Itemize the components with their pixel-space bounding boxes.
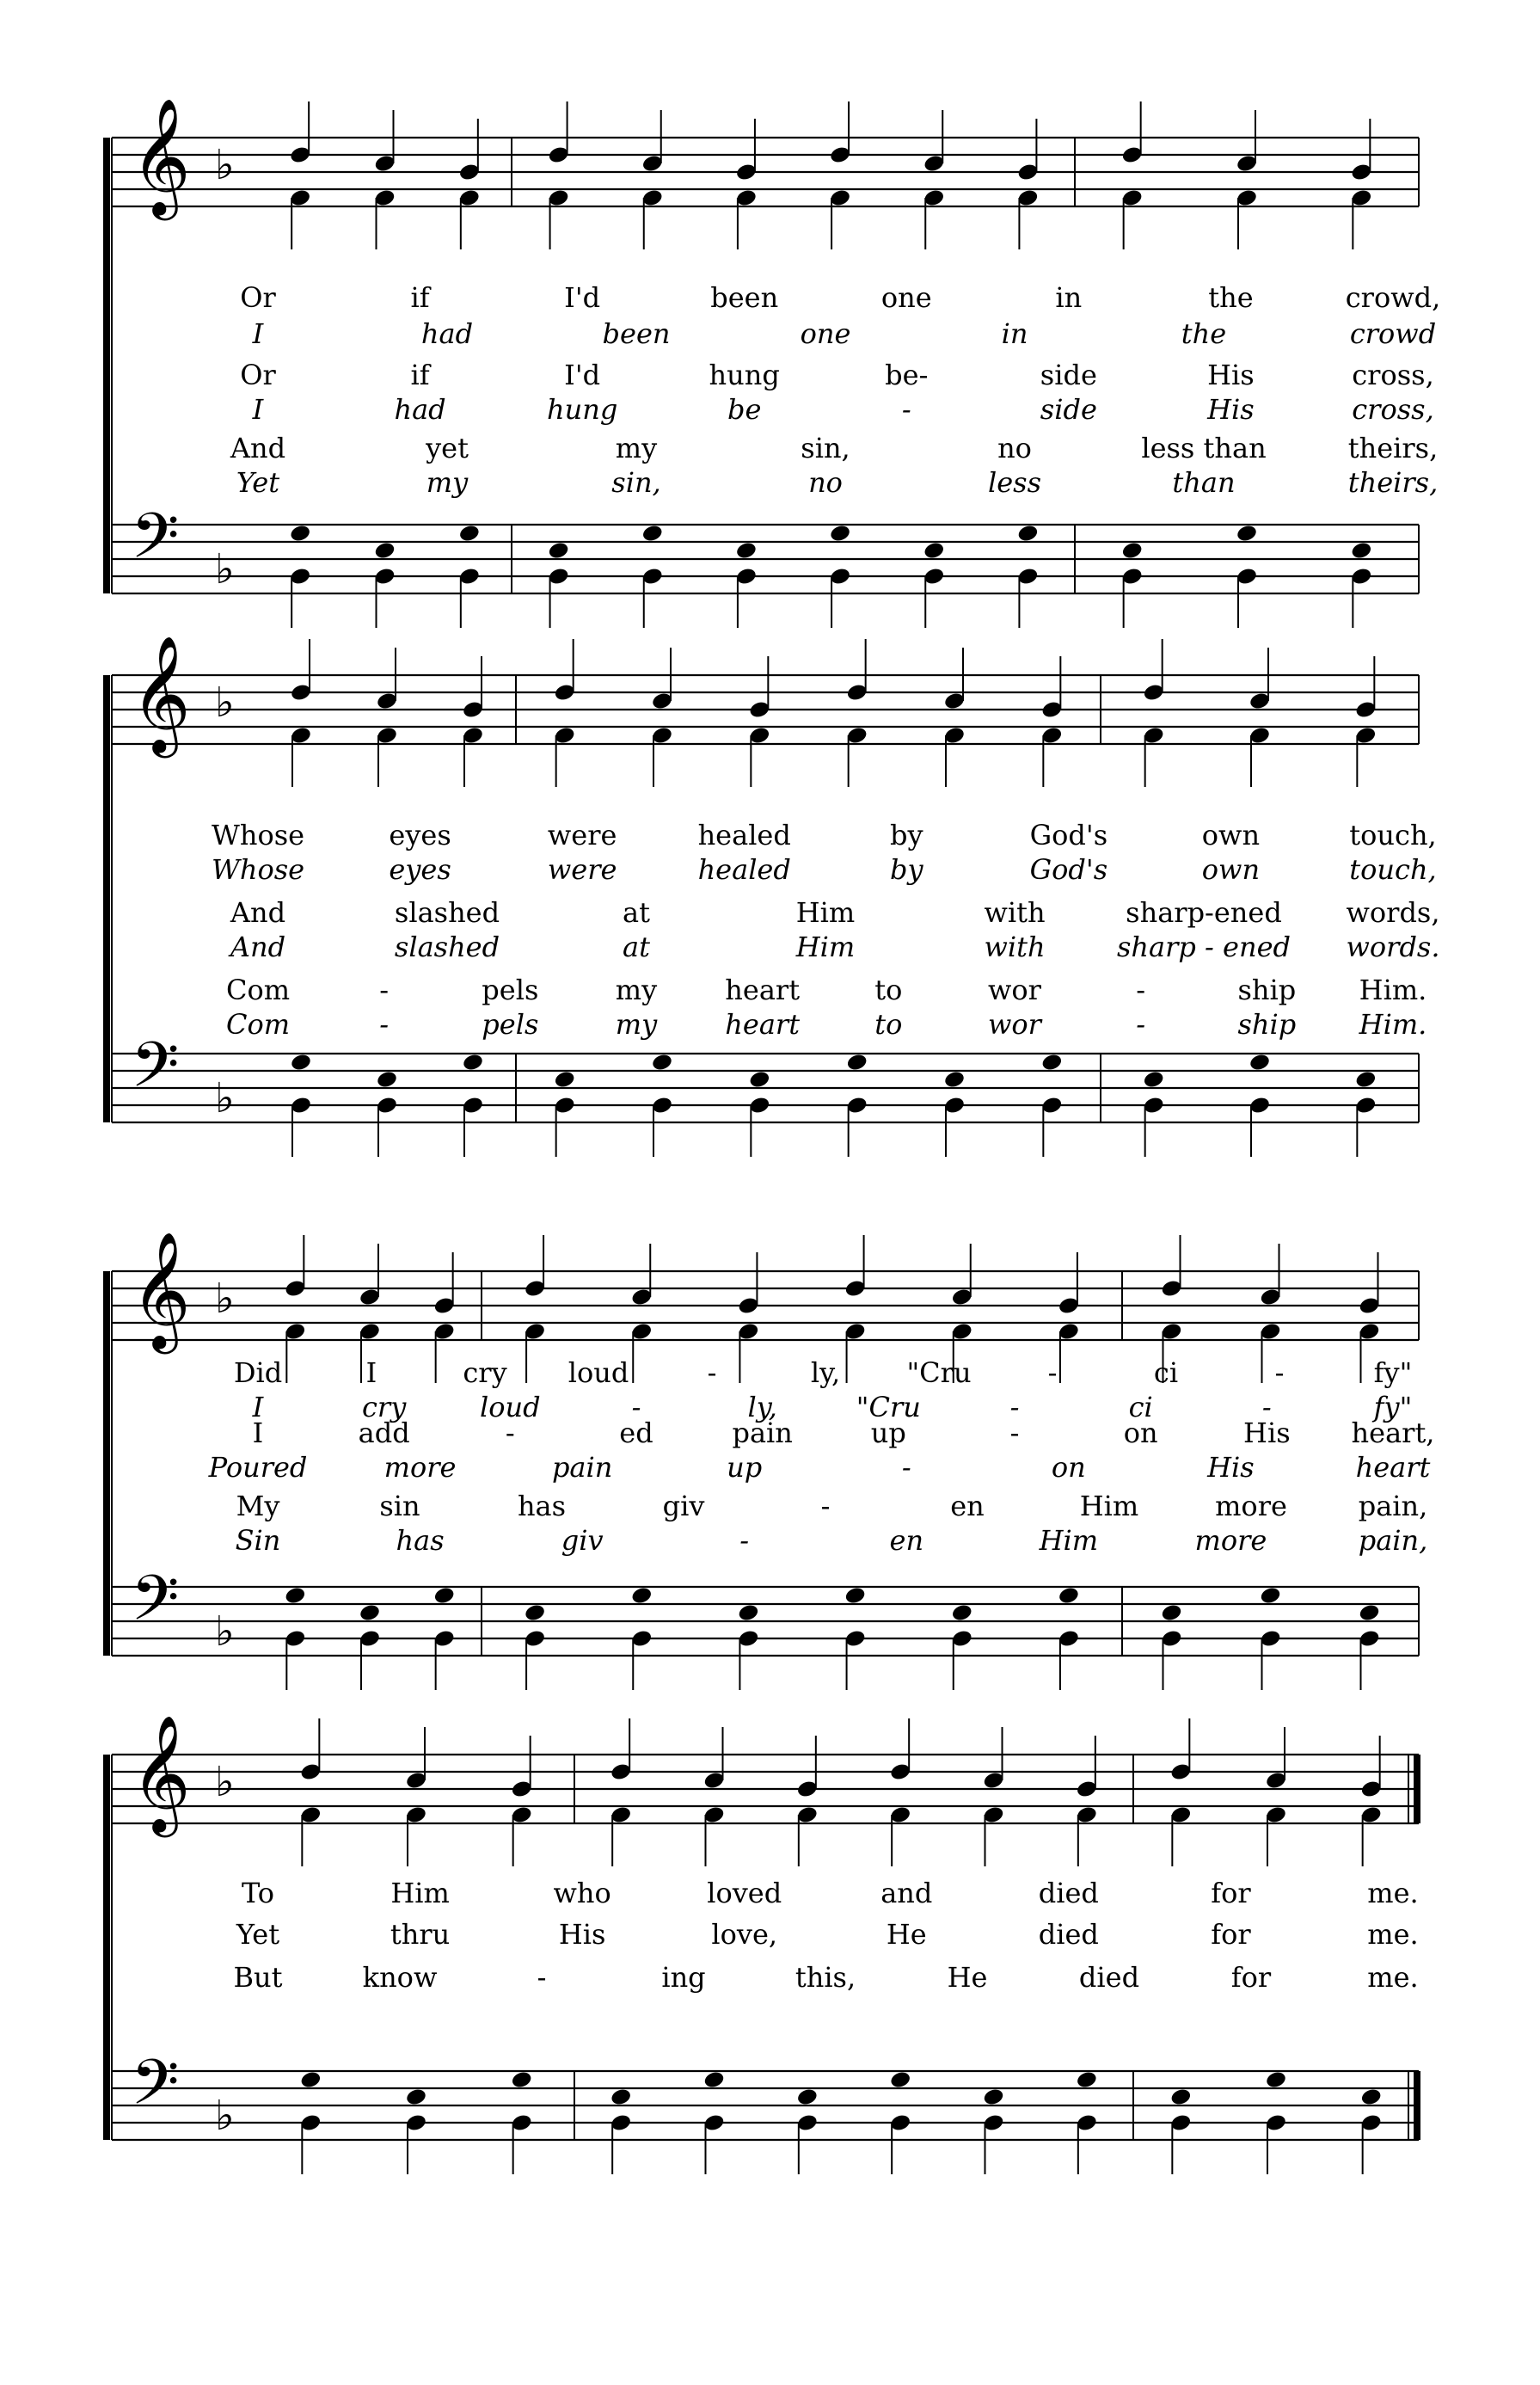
lyric-syllable: He — [947, 1961, 988, 1994]
lyric-syllable: Poured — [208, 1451, 308, 1484]
lyric-syllable: my — [615, 432, 658, 464]
lyric-syllable: - — [1261, 1391, 1272, 1423]
lyric-syllable: more — [1215, 1490, 1287, 1522]
bass-note-head — [376, 1070, 398, 1090]
lyric-syllable: - — [505, 1417, 515, 1449]
bass-note-head — [829, 524, 851, 544]
lyric-syllable: Him — [1079, 1490, 1139, 1522]
lyric-syllable: healed — [697, 853, 791, 886]
lyric-syllable: heart, — [1351, 1417, 1435, 1449]
bass-note-head — [1076, 2070, 1098, 2090]
lyric-syllable: healed — [697, 819, 791, 851]
lyric-syllable: en — [950, 1490, 985, 1522]
bass-note-head — [462, 1053, 484, 1073]
lyric-syllable: pels — [482, 974, 539, 1006]
bass-note-head — [524, 1603, 546, 1623]
lyric-syllable: by — [890, 819, 923, 851]
lyric-syllable: theirs, — [1347, 466, 1439, 499]
bass-clef-icon: 𝄢 — [131, 1561, 180, 1650]
lyric-syllable: who — [553, 1877, 611, 1909]
final-barline-thick — [1414, 1755, 1420, 1823]
lyric-syllable: Or — [240, 281, 276, 314]
lyric-syllable: died — [1038, 1918, 1099, 1951]
lyric-syllable: less than — [1141, 432, 1267, 464]
lyric-syllable: yet — [426, 432, 469, 464]
lyric-syllable: add — [358, 1417, 410, 1449]
treble-clef-icon: 𝄞 — [131, 1230, 191, 1349]
lyric-syllable: at — [623, 931, 650, 963]
lyric-syllable: fy" — [1373, 1391, 1413, 1423]
lyric-syllable: - — [707, 1356, 717, 1389]
lyric-syllable: pels — [482, 1008, 539, 1041]
lyric-syllable: And — [230, 931, 286, 963]
bass-note-head — [289, 524, 311, 544]
lyric-syllable: I — [252, 317, 264, 350]
lyric-syllable: en — [889, 1524, 924, 1557]
bass-note-head — [610, 2087, 632, 2107]
lyric-syllable: But — [233, 1961, 283, 1994]
bass-note-head — [1236, 524, 1258, 544]
bass-note-head — [511, 2070, 533, 2090]
lyric-syllable: than — [1172, 466, 1236, 499]
lyric-syllable: His — [1207, 1451, 1255, 1484]
lyric-syllable: were — [547, 853, 617, 886]
lyric-syllable: on — [1123, 1417, 1158, 1449]
lyric-syllable: Yet — [236, 466, 280, 499]
bass-note-head — [630, 1586, 653, 1606]
lyric-syllable: thru — [390, 1918, 451, 1951]
flat-icon: ♭ — [215, 141, 235, 189]
bass-clef-icon: 𝄢 — [131, 1028, 180, 1116]
bass-note-head — [299, 2070, 322, 2090]
lyric-syllable: died — [1078, 1961, 1140, 1994]
lyric-syllable: cry — [362, 1391, 407, 1423]
lyric-syllable: loud — [568, 1356, 629, 1389]
bass-note-head — [1121, 541, 1144, 561]
lyric-syllable: giv — [662, 1490, 705, 1522]
lyric-syllable: my — [426, 466, 469, 499]
system-bracket — [103, 1755, 110, 2140]
lyric-syllable: And — [230, 896, 286, 929]
bass-note-head — [284, 1586, 306, 1606]
lyric-syllable: Him — [390, 1877, 450, 1909]
lyric-syllable: God's — [1029, 853, 1108, 886]
lyric-syllable: ci — [1128, 1391, 1153, 1423]
lyric-syllable: "Cru — [906, 1356, 972, 1389]
lyric-syllable: less — [987, 466, 1042, 499]
bass-clef-icon: 𝄢 — [131, 2045, 180, 2134]
lyric-syllable: were — [547, 819, 617, 851]
lyric-syllable: up — [727, 1451, 763, 1484]
lyric-syllable: one — [880, 281, 932, 314]
lyric-syllable: pain — [732, 1417, 793, 1449]
lyric-syllable: crowd, — [1345, 281, 1441, 314]
lyric-syllable: wor — [988, 974, 1041, 1006]
lyric-syllable: and — [880, 1877, 933, 1909]
bass-note-head — [405, 2087, 427, 2107]
lyric-syllable: - — [820, 1490, 831, 1522]
lyric-syllable: Him — [795, 896, 856, 929]
bass-note-head — [1040, 1053, 1063, 1073]
lyric-syllable: ship — [1237, 1008, 1297, 1041]
bass-note-head — [554, 1070, 576, 1090]
lyric-syllable: side — [1040, 359, 1097, 391]
lyric-syllable: own — [1201, 819, 1261, 851]
lyric-syllable: by — [890, 853, 923, 886]
lyric-syllable: ci — [1153, 1356, 1179, 1389]
lyric-syllable: And — [230, 432, 286, 464]
system-bracket — [103, 138, 110, 593]
bass-note-head — [1360, 2087, 1383, 2107]
lyric-syllable: Com — [225, 1008, 291, 1041]
lyric-syllable: ly, — [747, 1391, 777, 1423]
bass-note-head — [951, 1603, 973, 1623]
treble-clef-icon: 𝄞 — [131, 1713, 191, 1832]
final-barline-thick — [1414, 2071, 1420, 2140]
lyric-syllable: cross, — [1352, 359, 1434, 391]
lyric-syllable: been — [602, 317, 671, 350]
lyric-syllable: my — [615, 1008, 658, 1041]
lyric-syllable: ly, — [810, 1356, 841, 1389]
lyric-syllable: I — [252, 393, 264, 426]
bass-note-head — [373, 541, 396, 561]
lyric-syllable: - — [1009, 1417, 1020, 1449]
lyric-syllable: - — [901, 1451, 911, 1484]
lyric-syllable: for — [1211, 1918, 1251, 1951]
lyric-syllable: eyes — [389, 853, 451, 886]
bass-note-head — [1354, 1070, 1377, 1090]
lyric-syllable: be- — [885, 359, 929, 391]
lyric-syllable: me. — [1367, 1877, 1419, 1909]
lyric-syllable: had — [394, 393, 446, 426]
lyric-syllable: crowd — [1349, 317, 1437, 350]
lyric-syllable: fy" — [1373, 1356, 1413, 1389]
bass-note-head — [1169, 2087, 1192, 2107]
lyric-syllable: in — [1001, 317, 1028, 350]
lyric-syllable: Com — [225, 974, 291, 1006]
lyric-syllable: cross, — [1352, 393, 1434, 426]
lyric-syllable: Him — [795, 931, 856, 963]
bass-note-head — [1265, 2070, 1287, 2090]
lyric-syllable: words, — [1346, 896, 1440, 929]
lyric-syllable: sin — [379, 1490, 420, 1522]
lyric-syllable: me. — [1367, 1918, 1419, 1951]
lyric-syllable: He — [886, 1918, 927, 1951]
lyric-syllable: - — [379, 974, 390, 1006]
lyric-syllable: my — [615, 974, 658, 1006]
lyric-syllable: "Cru — [856, 1391, 921, 1423]
lyric-syllable: ed — [619, 1417, 653, 1449]
lyric-syllable: be — [727, 393, 762, 426]
lyric-syllable: at — [623, 896, 650, 929]
lyric-syllable: God's — [1029, 819, 1108, 851]
lyric-syllable: love, — [711, 1918, 778, 1951]
lyric-syllable: if — [410, 359, 430, 391]
bass-note-head — [359, 1603, 381, 1623]
bass-note-head — [548, 541, 570, 561]
lyric-syllable: His — [1207, 359, 1255, 391]
lyric-syllable: been — [710, 281, 779, 314]
lyric-syllable: know — [362, 1961, 438, 1994]
lyric-syllable: I — [252, 1391, 264, 1423]
bass-note-head — [290, 1053, 312, 1073]
flat-icon: ♭ — [215, 1758, 235, 1806]
lyric-syllable: His — [558, 1918, 606, 1951]
lyric-syllable: words. — [1346, 931, 1440, 963]
bass-note-head — [433, 1586, 456, 1606]
lyric-syllable: loud — [480, 1391, 541, 1423]
lyric-syllable: the — [1208, 281, 1254, 314]
lyric-syllable: sin, — [611, 466, 661, 499]
bass-clef-icon: 𝄢 — [131, 499, 180, 587]
lyric-syllable: I'd — [564, 359, 601, 391]
flat-icon: ♭ — [215, 1074, 235, 1122]
bass-note-head — [844, 1586, 867, 1606]
lyric-syllable: heart — [1355, 1451, 1431, 1484]
lyric-syllable: hung — [709, 359, 780, 391]
lyric-syllable: To — [241, 1877, 275, 1909]
lyric-syllable: ing — [661, 1961, 706, 1994]
lyric-syllable: more — [383, 1451, 457, 1484]
lyric-syllable: with — [984, 896, 1046, 929]
lyric-syllable: My — [236, 1490, 280, 1522]
lyric-syllable: to — [874, 974, 903, 1006]
lyric-syllable: me. — [1367, 1961, 1419, 1994]
system-bracket — [103, 1271, 110, 1656]
lyric-syllable: if — [410, 281, 430, 314]
lyric-syllable: Whose — [211, 853, 305, 886]
lyric-syllable: Him — [1039, 1524, 1099, 1557]
bass-note-head — [703, 2070, 725, 2090]
lyric-syllable: hung — [546, 393, 618, 426]
lyric-syllable: to — [874, 1008, 903, 1041]
lyric-syllable: - — [901, 393, 911, 426]
bass-note-head — [651, 1053, 673, 1073]
lyric-syllable: I — [365, 1356, 377, 1389]
lyric-syllable: this, — [795, 1961, 856, 1994]
lyric-syllable: wor — [988, 1008, 1041, 1041]
treble-clef-icon: 𝄞 — [131, 634, 191, 753]
lyric-syllable: - — [379, 1008, 390, 1041]
lyric-syllable: - — [1136, 1008, 1146, 1041]
bass-note-head — [846, 1053, 868, 1073]
bass-note-head — [889, 2070, 911, 2090]
bass-note-head — [1358, 1603, 1380, 1623]
lyric-syllable: sin, — [801, 432, 850, 464]
lyric-syllable: died — [1038, 1877, 1099, 1909]
lyric-syllable: cry — [463, 1356, 507, 1389]
lyric-syllable: slashed — [394, 896, 500, 929]
lyric-syllable: pain — [551, 1451, 613, 1484]
lyric-syllable: loved — [707, 1877, 782, 1909]
lyric-syllable: in — [1055, 281, 1083, 314]
lyric-syllable: giv — [561, 1524, 604, 1557]
lyric-syllable: - — [1009, 1391, 1020, 1423]
lyric-syllable: for — [1230, 1961, 1272, 1994]
lyric-syllable: His — [1207, 393, 1255, 426]
lyric-syllable: ship — [1237, 974, 1297, 1006]
bass-note-head — [943, 1070, 966, 1090]
flat-icon: ♭ — [215, 679, 235, 727]
lyric-syllable: for — [1211, 1877, 1251, 1909]
lyric-syllable: Sin — [235, 1524, 281, 1557]
lyric-syllable: heart — [725, 1008, 801, 1041]
flat-icon: ♭ — [215, 1607, 235, 1656]
lyric-syllable: - — [1047, 1356, 1058, 1389]
lyric-syllable: had — [420, 317, 474, 350]
lyric-syllable: on — [1051, 1451, 1086, 1484]
lyric-syllable: Or — [240, 359, 276, 391]
lyric-syllable: I — [252, 1417, 264, 1449]
bass-note-head — [737, 1603, 759, 1623]
lyric-syllable: Did — [233, 1356, 283, 1389]
lyric-syllable: - — [537, 1961, 547, 1994]
lyric-syllable: His — [1243, 1417, 1291, 1449]
system-bracket — [103, 675, 110, 1122]
flat-icon: ♭ — [215, 545, 235, 593]
bass-note-head — [1016, 524, 1039, 544]
lyric-syllable: I'd — [564, 281, 601, 314]
bass-note-head — [735, 541, 758, 561]
lyric-syllable: - — [1274, 1356, 1285, 1389]
lyric-syllable: Him. — [1359, 1008, 1427, 1041]
lyric-syllable: with — [984, 931, 1046, 963]
lyric-syllable: has — [517, 1490, 567, 1522]
bass-note-head — [458, 524, 481, 544]
bass-note-head — [796, 2087, 819, 2107]
lyric-syllable: touch, — [1349, 819, 1437, 851]
flat-icon: ♭ — [215, 2092, 235, 2140]
lyric-syllable: pain, — [1358, 1524, 1428, 1557]
lyric-syllable: has — [396, 1524, 445, 1557]
lyric-syllable: more — [1194, 1524, 1267, 1557]
lyric-syllable: Whose — [211, 819, 305, 851]
lyric-syllable: - — [631, 1391, 641, 1423]
bass-note-head — [1143, 1070, 1165, 1090]
flat-icon: ♭ — [215, 1275, 235, 1323]
lyric-syllable: up — [870, 1417, 906, 1449]
lyric-syllable: sharp - ened — [1116, 931, 1292, 963]
lyric-syllable: sharp-ened — [1126, 896, 1282, 929]
lyric-syllable: slashed — [394, 931, 500, 963]
lyric-syllable: eyes — [389, 819, 451, 851]
bass-note-head — [923, 541, 945, 561]
lyric-syllable: one — [800, 317, 851, 350]
bass-note-head — [1249, 1053, 1271, 1073]
lyric-syllable: own — [1201, 853, 1261, 886]
lyric-syllable: heart — [725, 974, 801, 1006]
lyric-syllable: touch, — [1349, 853, 1437, 886]
lyric-syllable: theirs, — [1347, 432, 1439, 464]
lyric-syllable: side — [1040, 393, 1097, 426]
bass-note-head — [1350, 541, 1372, 561]
bass-note-head — [982, 2087, 1004, 2107]
lyric-syllable: no — [808, 466, 843, 499]
bass-note-head — [641, 524, 664, 544]
lyric-syllable: - — [1136, 974, 1146, 1006]
bass-note-head — [1058, 1586, 1080, 1606]
treble-clef-icon: 𝄞 — [131, 96, 191, 215]
bass-note-head — [1259, 1586, 1281, 1606]
bass-note-head — [748, 1070, 770, 1090]
lyric-syllable: pain, — [1358, 1490, 1428, 1522]
lyric-syllable: Yet — [236, 1918, 280, 1951]
lyric-syllable: the — [1181, 317, 1227, 350]
lyric-syllable: Him. — [1359, 974, 1427, 1006]
lyric-syllable: no — [997, 432, 1032, 464]
bass-note-head — [1160, 1603, 1182, 1623]
lyric-syllable: - — [739, 1524, 750, 1557]
